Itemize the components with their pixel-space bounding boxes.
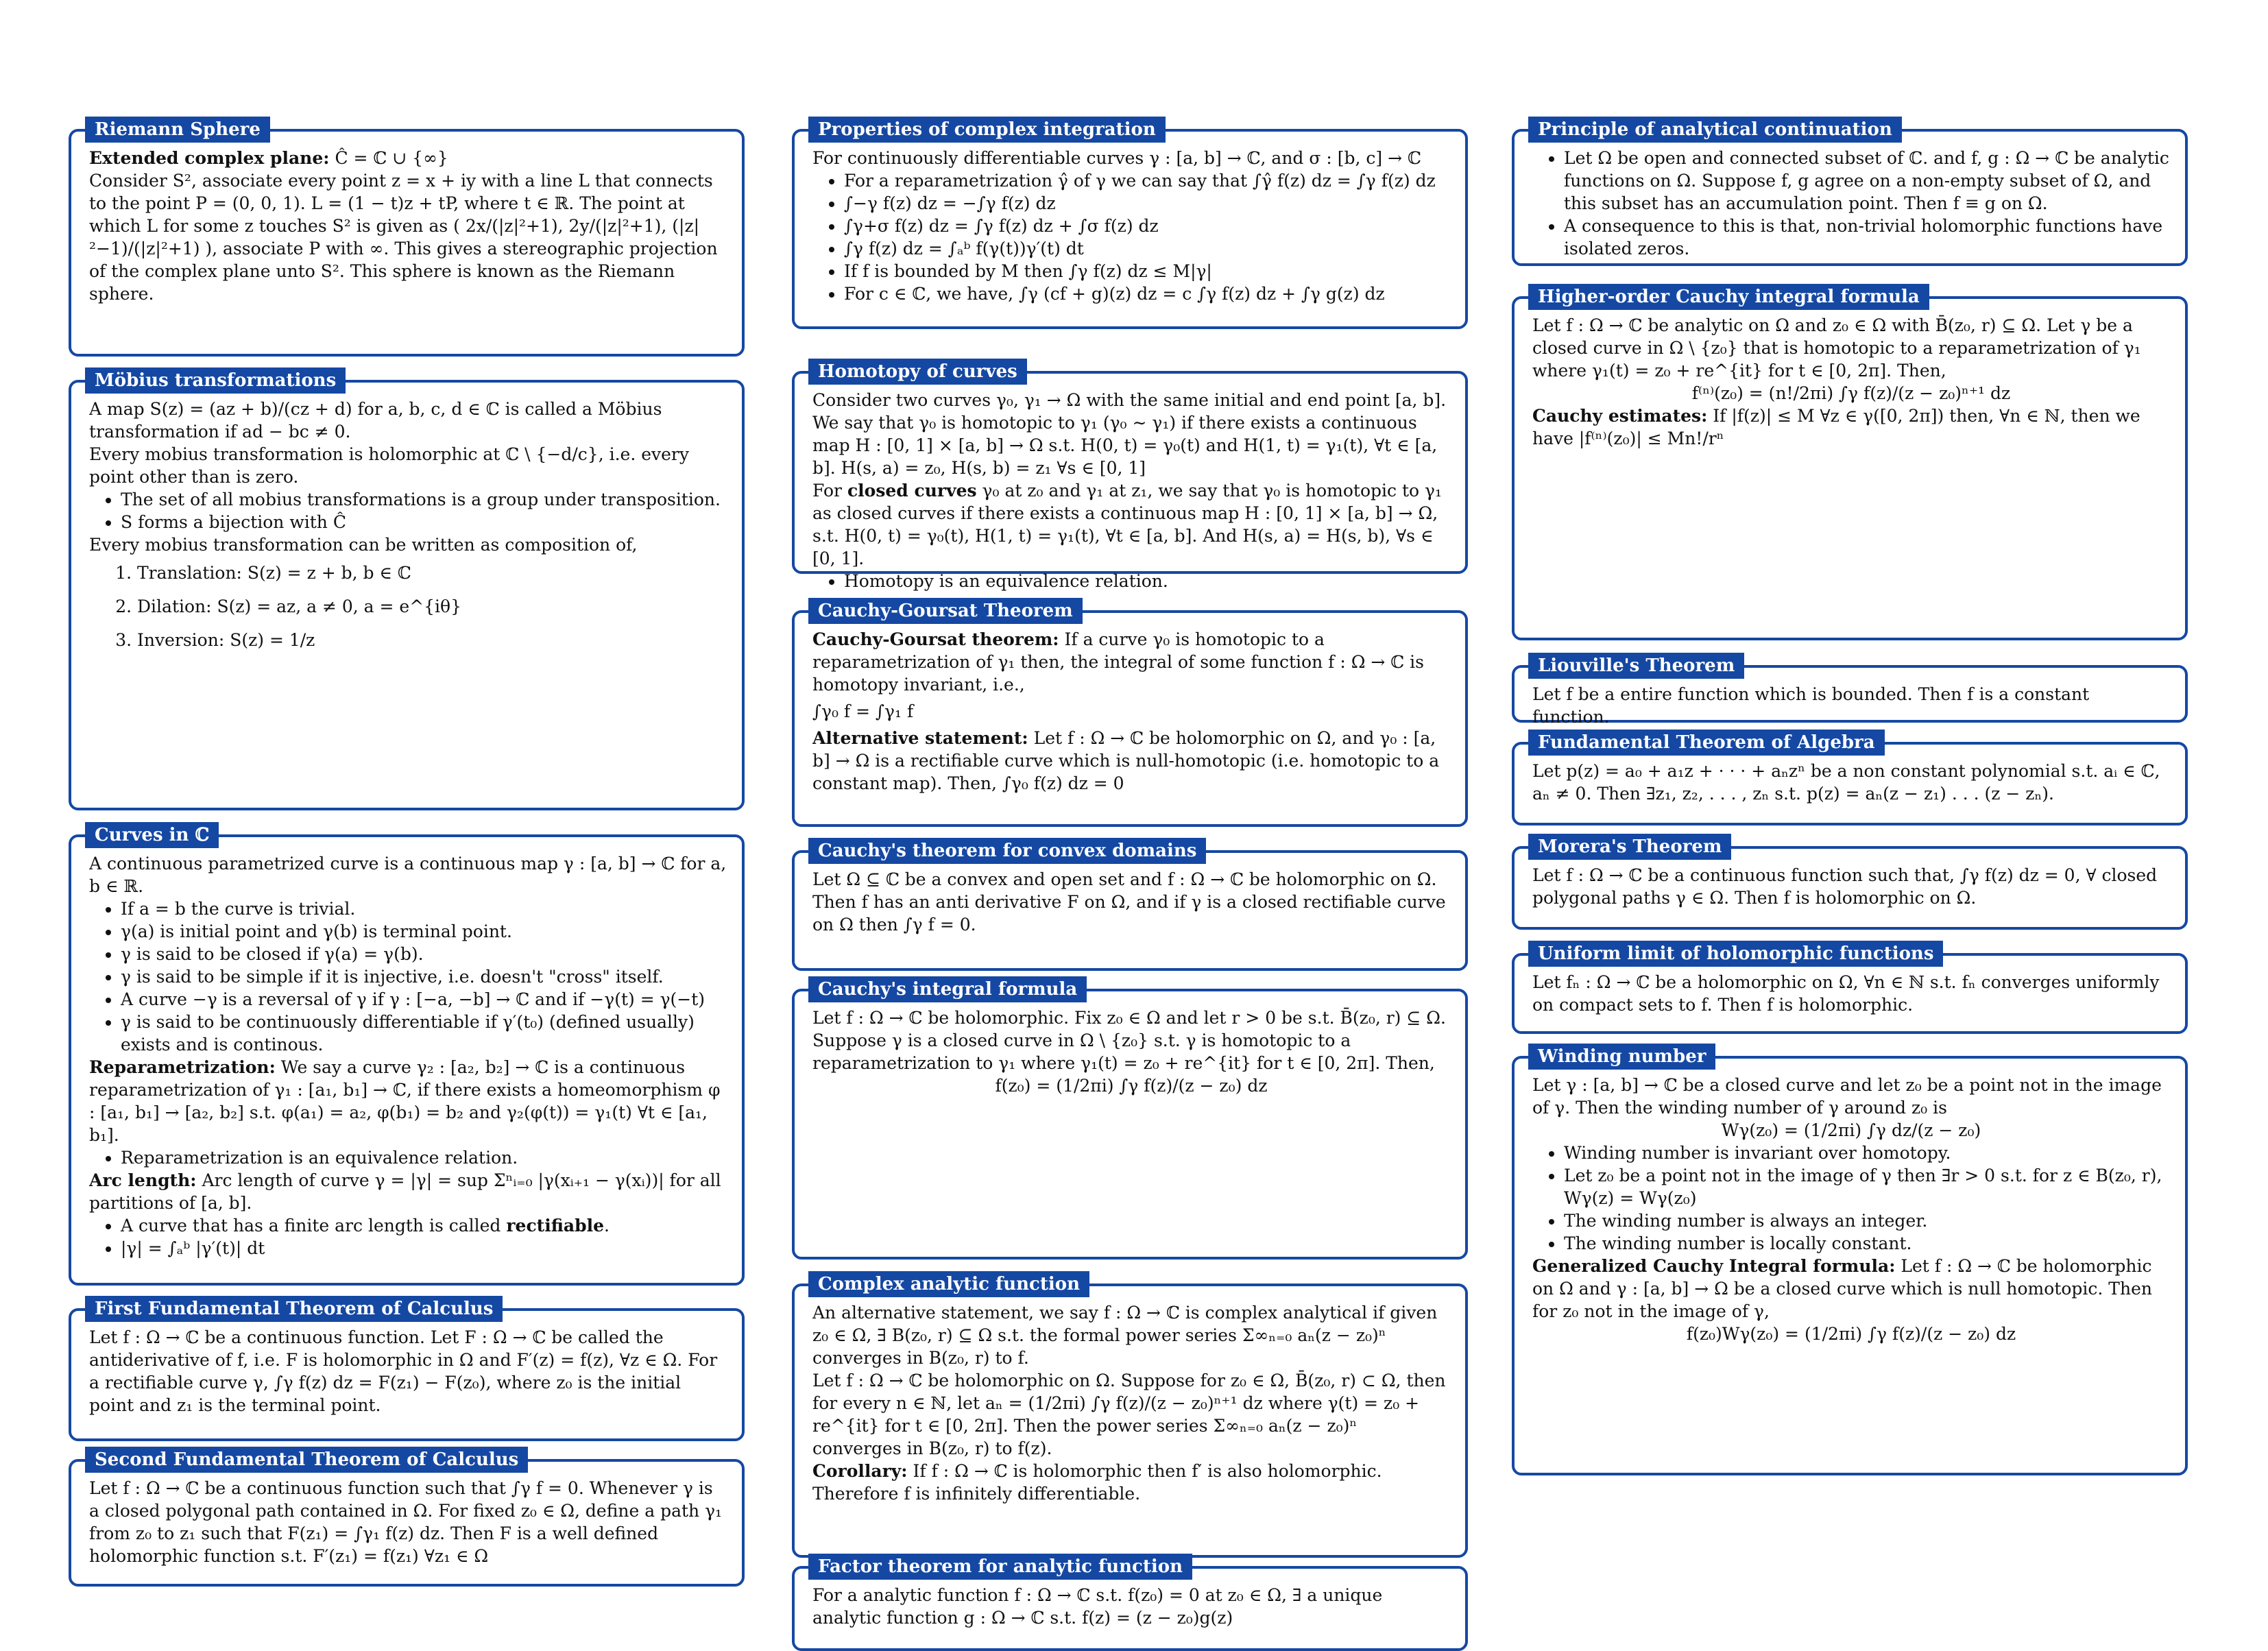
section-title: Principle of analytical continuation [1528, 117, 1902, 143]
winding-number-box [1512, 1046, 2188, 1475]
list-item: • γ is said to be closed if γ(a) = γ(b). [121, 943, 727, 965]
section-title: Second Fundamental Theorem of Calculus [85, 1447, 528, 1473]
section-body [1532, 314, 2170, 450]
first-ftc-box [69, 1299, 745, 1441]
section-title: Cauchy-Goursat Theorem [808, 598, 1083, 624]
term-rectifiable: rectifiable [506, 1216, 604, 1236]
paragraph: Let f : Ω → ℂ be a continuous function. Let F : Ω → ℂ be called the antiderivative of f, i.e. F is holomorphic in Ω and F′(z) = f(z), ∀z ∈ Ω. For a rectifiable curve γ, ∫γ f(z) dz = F(z₁) − F(z₀), where z₀ is the initial point and z₁ is the terminal point. [89, 1327, 718, 1415]
list-item: • For c ∈ ℂ, we have, ∫γ (cf + g)(z) dz = c ∫γ f(z) dz + ∫γ g(z) dz [844, 282, 1450, 305]
list-item: • Let z₀ be a point not in the image of γ then ∃r > 0 s.t. for z ∈ B(z₀, r), Wγ(z) = Wγ(z₀) [1564, 1164, 2170, 1209]
paragraph: Consider S², associate every point z = x + iy with a line L that connects to the point P = (0, 0, 1). L = (1 − t)z + tP, where t ∈ ℝ. The point at which L for some z touches S² is given as ( 2x/(|z|²+1), 2y/(|z|²+1), (|z|²−1)/(|z|²+1) ), associate P with ∞. This gives a stereographic projection of the complex plane unto S². This sphere is known as the Riemann sphere. [89, 171, 718, 304]
section-title: Riemann Sphere [85, 117, 270, 143]
term-label: Extended complex plane: [89, 148, 330, 168]
list-item: • For a reparametrization γ̂ of γ we can say that ∫γ̂ f(z) dz = ∫γ f(z) dz [844, 169, 1450, 192]
term-label: Corollary: [812, 1461, 908, 1481]
list-item: • ∫−γ f(z) dz = −∫γ f(z) dz [844, 192, 1450, 215]
cauchy-integral-formula-box [792, 979, 1468, 1260]
term-label: Reparametrization: [89, 1057, 276, 1077]
list-item: • If a = b the curve is trivial. [121, 897, 727, 920]
factor-theorem-box [792, 1556, 1468, 1651]
numbered-item: 1. Translation: S(z) = z + b, b ∈ ℂ [137, 562, 727, 584]
homotopy-box [792, 361, 1468, 591]
list-item: • Homotopy is an equivalence relation. [844, 570, 1450, 592]
curves-box [69, 825, 745, 1286]
list-item: • γ is said to be continuously differentiable if γ′(t₀) (defined usually) exists and is continous. [121, 1011, 727, 1056]
section-body [812, 147, 1450, 305]
section-title: Homotopy of curves [808, 359, 1027, 385]
paragraph: Arc length of curve γ = |γ| = sup Σⁿᵢ₌₀ |γ(xᵢ₊₁ − γ(xᵢ))| for all partitions of [a, b]. [89, 1170, 721, 1213]
paragraph: Let p(z) = a₀ + a₁z + · · · + aₙzⁿ be a non constant polynomial s.t. aᵢ ∈ ℂ, aₙ ≠ 0. Then ∃z₁, z₂, . . . , zₙ s.t. p(z) = aₙ(z − z₁) . . . (z − zₙ). [1532, 761, 2160, 804]
term-label: Alternative statement: [812, 728, 1028, 748]
paragraph: If f : Ω → ℂ is holomorphic then f′ is also holomorphic. Therefore f is infinitely differentiable. [812, 1461, 1382, 1504]
section-body [89, 147, 727, 305]
mobius-transformations-box [69, 370, 745, 810]
list-item: • Winding number is invariant over homotopy. [1564, 1142, 2170, 1164]
definition-text: Ĉ = ℂ ∪ {∞} [335, 148, 448, 168]
list-item: • Reparametrization is an equivalence relation. [121, 1146, 727, 1169]
section-body [1532, 147, 2170, 260]
section-title: Factor theorem for analytic function [808, 1554, 1192, 1580]
paragraph: Let f : Ω → ℂ be holomorphic on Ω, and γ₀ : [a, b] → Ω is a rectifiable curve which is null-homotopic (i.e. homotopic to a constant map). Then, ∫γ₀ f(z) dz = 0 [812, 728, 1440, 793]
section-body [812, 628, 1450, 795]
term-label: Arc length: [89, 1170, 197, 1190]
section-title: Fundamental Theorem of Algebra [1528, 730, 1885, 756]
properties-box [792, 119, 1468, 329]
list-item: • Let Ω be open and connected subset of ℂ. and f, g : Ω → ℂ be analytic functions on Ω. Suppose f, g agree on a non-empty subset of Ω, and this subset has an accumulation point. Then f ≡ g on Ω. [1564, 147, 2170, 215]
list-item: • S forms a bijection with Ĉ [121, 511, 727, 533]
second-ftc-box [69, 1449, 745, 1587]
analytic-continuation-box [1512, 119, 2188, 266]
higher-order-cauchy-box [1512, 287, 2188, 640]
paragraph: For continuously differentiable curves γ : [a, b] → ℂ, and σ : [b, c] → ℂ [812, 148, 1421, 168]
section-body [89, 1477, 727, 1567]
section-body [89, 398, 727, 662]
equation: f(z₀) = (1/2πi) ∫γ f(z)/(z − z₀) dz [995, 1076, 1268, 1096]
convex-domains-box [792, 841, 1468, 971]
numbered-item: 2. Dilation: S(z) = az, a ≠ 0, a = e^{iθ} [137, 595, 727, 618]
equation: ∫γ₀ f = ∫γ₁ f [812, 701, 914, 721]
section-body [812, 868, 1450, 936]
list-item: • |γ| = ∫ₐᵇ |γ′(t)| dt [121, 1237, 727, 1260]
list-item: • γ(a) is initial point and γ(b) is terminal point. [121, 920, 727, 943]
section-title: Cauchy's integral formula [808, 976, 1087, 1002]
equation: Wγ(z₀) = (1/2πi) ∫γ dz/(z − z₀) [1721, 1120, 1981, 1140]
paragraph: Consider two curves γ₀, γ₁ → Ω with the same initial and end point [a, b]. We say that γ₀ is homotopic to γ₁ (γ₀ ∼ γ₁) if there exists a continuous map H : [0, 1] × [a, b] → Ω s.t. H(0, t) = γ₀(t) and H(1, t) = γ₁(t), ∀t ∈ [a, b]. H(s, a) = z₀, H(s, b) = z₁ ∀s ∈ [0, 1] [812, 390, 1447, 478]
term-label: closed curves [847, 481, 977, 501]
morera-box [1512, 836, 2188, 930]
paragraph: Let f be a entire function which is bounded. Then f is a constant function. [1532, 684, 2090, 727]
paragraph: For a analytic function f : Ω → ℂ s.t. f(z₀) = 0 at z₀ ∈ Ω, ∃ a unique analytic function g : Ω → ℂ s.t. f(z) = (z − z₀)g(z) [812, 1585, 1383, 1628]
list-item: • The winding number is always an integer. [1564, 1209, 2170, 1232]
paragraph: Let f : Ω → ℂ be holomorphic on Ω and γ : [a, b] → Ω be a closed curve which is null homotopic. Then for z₀ not in the image of γ, [1532, 1256, 2152, 1321]
section-body [812, 1301, 1450, 1505]
list-item: • ∫γ f(z) dz = ∫ₐᵇ f(γ(t))γ′(t) dt [844, 237, 1450, 260]
paragraph: Let f : Ω → ℂ be a continuous function such that, ∫γ f(z) dz = 0, ∀ closed polygonal paths γ ∈ Ω. Then f is holomorphic on Ω. [1532, 865, 2158, 908]
section-title: Winding number [1528, 1044, 1715, 1070]
section-body [89, 1326, 727, 1417]
paragraph: Every mobius transformation can be written as composition of, [89, 535, 638, 555]
section-title: Morera's Theorem [1528, 834, 1731, 860]
paragraph: We say a curve γ₂ : [a₂, b₂] → ℂ is a continuous reparametrization of γ₁ : [a₁, b₁] → ℂ, if there exists a homeomorphism φ : [a₁, b₁] → [a₂, b₂] s.t. φ(a₁) = a₂, φ(b₁) = b₂ and γ₂(φ(t)) = γ₁(t) ∀t ∈ [a₁, b₁]. [89, 1057, 721, 1145]
paragraph: Let f : Ω → ℂ be holomorphic on Ω. Suppose for z₀ ∈ Ω, B̄(z₀, r) ⊂ Ω, then for every n ∈ ℕ, let aₙ = (1/2πi) ∫γ f(z)/(z − z₀)ⁿ⁺¹ dz where γ(t) = z₀ + re^{it} for t ∈ [0, 2π]. Then the power series Σ∞ₙ₌₀ aₙ(z − z₀)ⁿ converges in B(z₀, r) to f(z). [812, 1371, 1446, 1458]
paragraph: γ₀ at z₀ and γ₁ at z₁, we say that γ₀ is homotopic to γ₁ as closed curves if there exists a continuous map H : [0, 1] × [a, b] → Ω, s.t. H(0, t) = γ₀(t), H(1, t) = γ₁(t), ∀t ∈ [a, b]. And H(s, a) = H(s, b), ∀s ∈ [0, 1]. [812, 481, 1442, 568]
paragraph: Every mobius transformation is holomorphic at ℂ \ {−d/c}, i.e. every point other than is zero. [89, 444, 689, 487]
section-body [1532, 683, 2170, 728]
uniform-limit-box [1512, 943, 2188, 1034]
paragraph: A map S(z) = (az + b)/(cz + d) for a, b, c, d ∈ ℂ is called a Möbius transformation if ad − bc ≠ 0. [89, 399, 662, 442]
equation: f⁽ⁿ⁾(z₀) = (n!/2πi) ∫γ f(z)/(z − z₀)ⁿ⁺¹ dz [1691, 383, 2011, 403]
paragraph: If a curve γ₀ is homotopic to a reparametrization of γ₁ then, the integral of some function f : Ω → ℂ is homotopy invariant, i.e., [812, 629, 1424, 695]
riemann-sphere-box [69, 119, 745, 357]
section-body: Consider two curves γ₀, γ₁ → Ω with the same initial and end point [a, b]. We say that γ₀ is homotopic to γ₁ (γ₀ ∼ γ₁) if there exists a continuous map H : [0, 1] × [a, b] → Ω s.t. H(0, t) = γ₀(t) and H(1, t) = γ₁(t), ∀t ∈ [a, b]. H(s, a) = z₀, H(s, b) = z₁ ∀s ∈ [0, 1] For closed curves γ₀ at z₀ and γ₁ at z₁, we say that γ₀ is homotopic to γ₁ as closed curves if there exists a continuous map H : [0, 1] × [a, b] → Ω, s.t. H(0, t) = γ₀(t), H(1, t) = γ₁(t), ∀t ∈ [a, b]. And H(s, a) = H(s, b), ∀s ∈ [0, 1]. • Homotopy is an equivalence relation. [812, 389, 1450, 592]
paragraph: Let f : Ω → ℂ be holomorphic. Fix z₀ ∈ Ω and let r > 0 be s.t. B̄(z₀, r) ⊆ Ω. Suppose γ is a closed curve in Ω \ {z₀} s.t. γ is homotopic to a reparametrization to γ₁ where γ₁(t) = z₀ + re^{it} for t ∈ [0, 2π]. Then, [812, 1008, 1446, 1073]
section-body [1532, 864, 2170, 909]
numbered-item: 3. Inversion: S(z) = 1/z [137, 629, 727, 651]
section-body [812, 1584, 1450, 1629]
paragraph: Let f : Ω → ℂ be a continuous function such that ∫γ f = 0. Whenever γ is a closed polygonal path contained in Ω. For fixed z₀ ∈ Ω, define a path γ₁ from z₀ to z₁ such that F(z₁) = ∫γ₁ f(z) dz. Then F is a well defined holomorphic function s.t. F′(z₁) = f(z₁) ∀z₁ ∈ Ω [89, 1478, 723, 1566]
term-label: Cauchy estimates: [1532, 406, 1708, 426]
paragraph: A continuous parametrized curve is a continuous map γ : [a, b] → ℂ for a, b ∈ ℝ. [89, 854, 727, 896]
liouville-box [1512, 655, 2188, 727]
list-item: • A curve −γ is a reversal of γ if γ : [−a, −b] → ℂ and if −γ(t) = γ(−t) [121, 988, 727, 1011]
term-label: Cauchy-Goursat theorem: [812, 629, 1059, 649]
section-body [1532, 1074, 2170, 1345]
list-item: • The set of all mobius transformations is a group under transposition. [121, 488, 727, 511]
paragraph: Let γ : [a, b] → ℂ be a closed curve and let z₀ be a point not in the image of γ. Then the winding number of γ around z₀ is [1532, 1075, 2162, 1118]
section-body [89, 852, 727, 1260]
section-title: First Fundamental Theorem of Calculus [85, 1296, 503, 1322]
paragraph: An alternative statement, we say f : Ω → ℂ is complex analytical if given z₀ ∈ Ω, ∃ B(z₀, r) ⊆ Ω s.t. the formal power series Σ∞ₙ₌₀ aₙ(z − z₀)ⁿ converges in B(z₀, r) to f. [812, 1303, 1438, 1368]
paragraph: Let fₙ : Ω → ℂ be a holomorphic on Ω, ∀n ∈ ℕ s.t. fₙ converges uniformly on compact sets to f. Then f is holomorphic. [1532, 972, 2160, 1015]
section-title: Properties of complex integration [808, 117, 1166, 143]
paragraph: If |f(z)| ≤ M ∀z ∈ γ([0, 2π]) then, ∀n ∈ ℕ, then we have |f⁽ⁿ⁾(z₀)| ≤ Mn!/rⁿ [1532, 406, 2140, 448]
paragraph: Let Ω ⊆ ℂ be a convex and open set and f : Ω → ℂ be holomorphic on Ω. Then f has an anti derivative F on Ω, and if γ is a closed rectifiable curve on Ω then ∫γ f = 0. [812, 869, 1446, 935]
list-item: • A curve that has a finite arc length is called rectifiable. [121, 1214, 727, 1237]
section-title: Uniform limit of holomorphic functions [1528, 941, 1943, 967]
section-title: Möbius transformations [85, 367, 346, 394]
list-item: • The winding number is locally constant. [1564, 1232, 2170, 1255]
section-body [1532, 760, 2170, 805]
complex-analytic-box [792, 1274, 1468, 1558]
list-item: • γ is said to be simple if it is injective, i.e. doesn't "cross" itself. [121, 965, 727, 988]
fta-box [1512, 732, 2188, 826]
section-title: Complex analytic function [808, 1271, 1089, 1297]
section-title: Curves in ℂ [85, 822, 219, 848]
paragraph: Let f : Ω → ℂ be analytic on Ω and z₀ ∈ Ω with B̄(z₀, r) ⊆ Ω. Let γ be a closed curve in Ω \ {z₀} that is homotopic to a reparametrization of γ₁ where γ₁(t) = z₀ + re^{it} for t ∈ [0, 2π]. Then, [1532, 315, 2141, 381]
list-item: • If f is bounded by M then ∫γ f(z) dz ≤ M|γ| [844, 260, 1450, 282]
equation: f(z₀)Wγ(z₀) = (1/2πi) ∫γ f(z)/(z − z₀) dz [1686, 1324, 2016, 1344]
cauchy-goursat-box [792, 601, 1468, 827]
list-item: • A consequence to this is that, non-trivial holomorphic functions have isolated zeros. [1564, 215, 2170, 260]
section-body [1532, 971, 2170, 1016]
term-label: Generalized Cauchy Integral formula: [1532, 1256, 1896, 1276]
section-title: Higher-order Cauchy integral formula [1528, 284, 1929, 310]
section-title: Liouville's Theorem [1528, 653, 1744, 679]
section-title: Cauchy's theorem for convex domains [808, 838, 1206, 864]
section-body [812, 1007, 1450, 1097]
list-item: • ∫γ+σ f(z) dz = ∫γ f(z) dz + ∫σ f(z) dz [844, 215, 1450, 237]
